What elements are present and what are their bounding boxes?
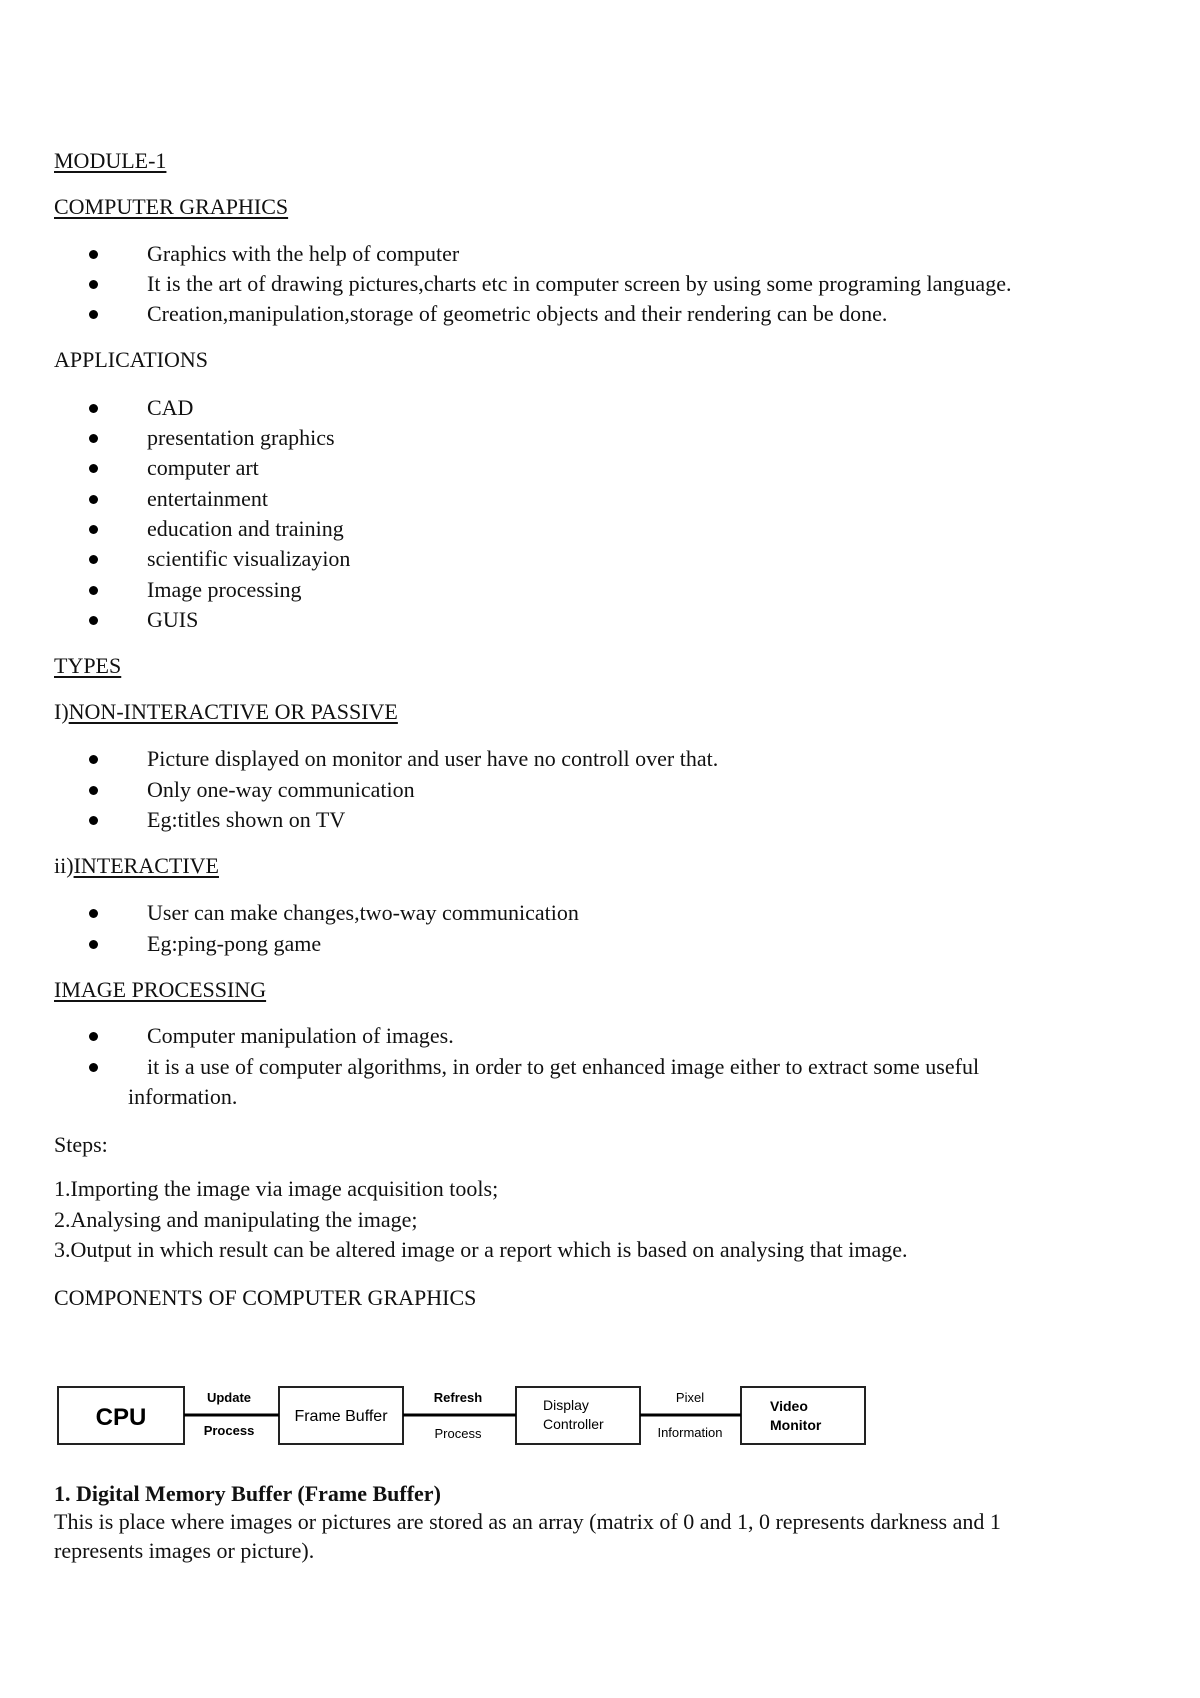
video-monitor-line: Monitor xyxy=(770,1417,822,1433)
bullet-icon xyxy=(89,280,98,289)
list-item: Creation,manipulation,storage of geometric objects and their rendering can be done. xyxy=(147,301,888,326)
bullet-icon xyxy=(89,495,98,504)
bullet-icon xyxy=(89,755,98,764)
non-interactive-heading xyxy=(54,698,398,726)
computer-graphics-heading: COMPUTER GRAPHICS xyxy=(54,194,289,219)
bullet-icon xyxy=(89,586,98,595)
bullet-icon xyxy=(89,1032,98,1041)
list-item: education and training xyxy=(147,516,344,541)
components-diagram xyxy=(0,1380,880,1460)
list-item: Only one-way communication xyxy=(147,777,415,802)
non-interactive-title: NON-INTERACTIVE OR PASSIVE xyxy=(68,699,398,724)
image-processing-heading: IMAGE PROCESSING xyxy=(54,977,267,1002)
list-item: User can make changes,two-way communication xyxy=(147,900,579,925)
list-item: CAD xyxy=(147,395,194,420)
link-bottom-label: Process xyxy=(434,1426,482,1441)
display-controller-line: Display xyxy=(543,1397,589,1413)
steps-heading: Steps: xyxy=(54,1132,108,1157)
list-item: entertainment xyxy=(147,486,268,511)
bullet-icon xyxy=(89,555,98,564)
link-bottom-label: Process xyxy=(203,1423,255,1438)
bullet-icon xyxy=(89,1063,98,1072)
list-item: Graphics with the help of computer xyxy=(147,241,460,266)
list-item: Eg:titles shown on TV xyxy=(147,807,346,832)
bullet-icon xyxy=(89,909,98,918)
step-item: 2.Analysing and manipulating the image; xyxy=(54,1207,418,1232)
interactive-prefix: ii) xyxy=(54,853,74,878)
frame-buffer-text: This is place where images or pictures are stored as an array (matrix of 0 and 1, 0 represents darkness and 1 xyxy=(54,1509,1001,1534)
types-heading: TYPES xyxy=(54,653,122,678)
components-heading: COMPONENTS OF COMPUTER GRAPHICS xyxy=(54,1285,477,1310)
video-monitor-line: Video xyxy=(770,1398,808,1414)
list-item: Eg:ping-pong game xyxy=(147,931,322,956)
bullet-icon xyxy=(89,434,98,443)
step-item: 3.Output in which result can be altered image or a report which is based on analysing that image. xyxy=(54,1237,908,1262)
link-top-label: Pixel xyxy=(675,1390,705,1405)
interactive-title: INTERACTIVE xyxy=(73,853,219,878)
link-top-label: Update xyxy=(206,1390,252,1405)
list-item: it is a use of computer algorithms, in order to get enhanced image either to extract some useful xyxy=(147,1054,980,1079)
list-item: computer art xyxy=(147,455,259,480)
step-item: 1.Importing the image via image acquisition tools; xyxy=(54,1176,499,1201)
list-item: presentation graphics xyxy=(147,425,335,450)
list-item: Picture displayed on monitor and user have no controll over that. xyxy=(147,746,719,771)
list-item: scientific visualizayion xyxy=(147,546,351,571)
bullet-icon xyxy=(89,940,98,949)
list-item: Image processing xyxy=(147,577,302,602)
bullet-icon xyxy=(89,464,98,473)
list-item: Computer manipulation of images. xyxy=(147,1023,454,1048)
module-heading: MODULE-1 xyxy=(54,148,167,173)
cpu-box xyxy=(58,1387,184,1444)
bullet-icon xyxy=(89,250,98,259)
cpu-label: CPU xyxy=(95,1404,147,1431)
bullet-icon xyxy=(89,616,98,625)
frame-buffer-box xyxy=(279,1387,403,1444)
link-bottom-label: Information xyxy=(657,1425,723,1440)
frame-buffer-text: represents images or picture). xyxy=(54,1538,315,1563)
bullet-icon xyxy=(89,404,98,413)
applications-heading: APPLICATIONS xyxy=(54,347,209,372)
bullet-icon xyxy=(89,816,98,825)
bullet-icon xyxy=(89,786,98,795)
interactive-heading xyxy=(54,852,219,880)
display-controller-line: Controller xyxy=(543,1416,604,1432)
bullet-icon xyxy=(89,310,98,319)
list-item-continuation: information. xyxy=(128,1084,238,1109)
link-top-label: Refresh xyxy=(433,1390,483,1405)
list-item: GUIS xyxy=(147,607,199,632)
bullet-icon xyxy=(89,525,98,534)
video-monitor-box xyxy=(741,1387,865,1444)
display-controller-box xyxy=(516,1387,640,1444)
non-interactive-prefix: I) xyxy=(54,699,69,724)
frame-buffer-title: 1. Digital Memory Buffer (Frame Buffer) xyxy=(54,1481,441,1506)
frame-buffer-label: Frame Buffer xyxy=(294,1408,388,1425)
list-item: It is the art of drawing pictures,charts etc in computer screen by using some programing language. xyxy=(147,271,1012,296)
